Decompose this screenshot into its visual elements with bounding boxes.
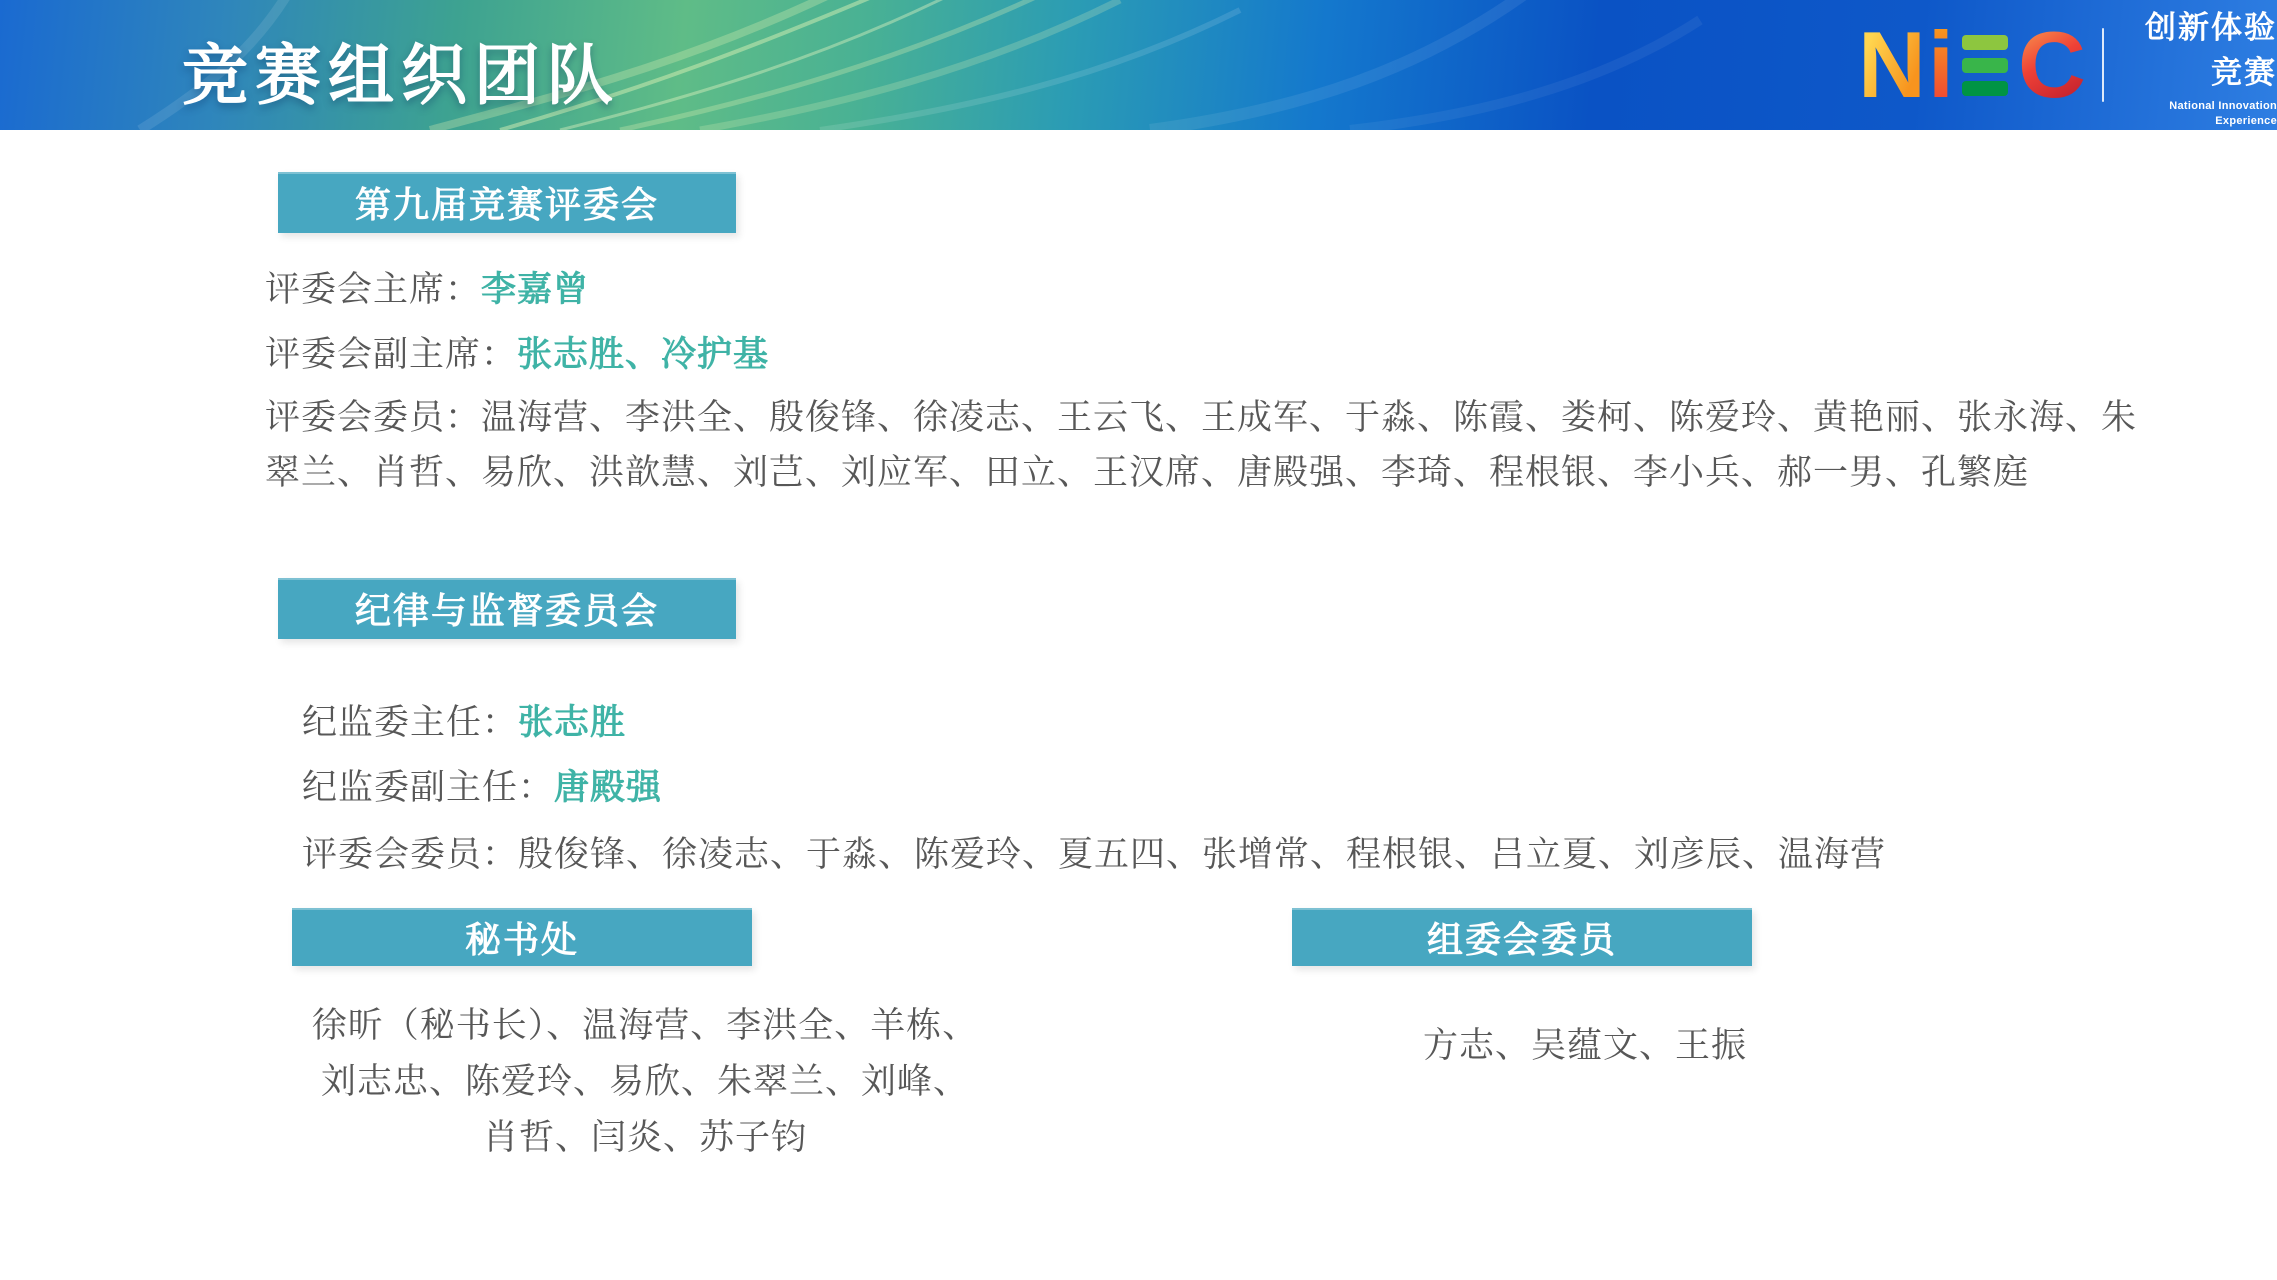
discipline-members-names: 殷俊锋、徐凌志、于淼、陈爱玲、夏五四、张增常、程根银、吕立夏、刘彦辰、温海营: [518, 835, 1887, 874]
jury-members-names: 温海营、李洪全、殷俊锋、徐凌志、王云飞、王成军、于淼、陈霞、娄柯、陈爱玲、黄艳丽、张永海、朱翠兰、肖哲、易欣、洪歆慧、刘芑、刘应军、田立、王汉席、唐殿强、李琦、程根银、李小兵、郝一男、孔繁庭: [265, 398, 2138, 492]
discipline-members-label: 评委会委员：: [302, 835, 519, 874]
secretariat-members: [228, 998, 1062, 1166]
logo-divider: [2102, 28, 2104, 102]
nec-logo: [1858, 0, 2277, 158]
logo-en-line2: Competition For College Students: [2142, 130, 2277, 158]
logo-en-line1: National Innovation Experience: [2169, 99, 2277, 128]
section-heading-organizing: 组委会委员: [1292, 908, 1752, 966]
secretariat-members-line2: 刘志忠、陈爱玲、易欣、朱翠兰、刘峰、: [320, 1062, 969, 1101]
jury-chair-label: 评委会主席：: [265, 270, 482, 309]
discipline-director-label: 纪监委主任：: [302, 703, 519, 742]
section-heading-secretariat: 秘书处: [292, 908, 752, 966]
section-heading-discipline: 纪律与监督委员会: [278, 578, 736, 639]
discipline-vice-director-row: [302, 760, 662, 810]
jury-vice-chair-row: [265, 327, 769, 377]
discipline-vice-director-label: 纪监委副主任：: [302, 768, 555, 807]
discipline-director-names: 张志胜: [518, 703, 627, 742]
logo-cn-large: 创新体验竞赛: [2145, 9, 2277, 90]
logo-e-bar-middle: [1962, 58, 2008, 73]
section-heading-jury: 第九届竞赛评委会: [278, 172, 736, 233]
logo-text-block: [2122, 0, 2277, 160]
logo-letter-n: N: [1858, 12, 1926, 117]
logo-e-bar-bottom: [1962, 81, 2008, 96]
jury-members-paragraph: [265, 390, 2150, 500]
jury-members-label: 评委会委员：: [265, 398, 482, 437]
jury-chair-names: 李嘉曾: [481, 270, 590, 309]
secretariat-members-line3: 肖哲、闫炎、苏子钧: [482, 1118, 807, 1157]
discipline-director-row: [302, 695, 626, 745]
header-banner: [0, 0, 2277, 158]
organizing-members: 方志、吴蕴文、王振: [1422, 1026, 1747, 1065]
secretariat-members-line1: 徐昕（秘书长）、温海营、李洪全、羊栋、: [311, 1006, 979, 1045]
logo-letter-i: i: [1927, 12, 1955, 117]
jury-vice-chair-names: 张志胜、冷护基: [517, 335, 770, 374]
logo-letter-e-icon: [1962, 35, 2008, 96]
logo-letter-c: C: [2018, 12, 2086, 117]
discipline-vice-director-names: 唐殿强: [554, 768, 663, 807]
discipline-members-paragraph: [302, 827, 2122, 882]
logo-e-bar-top: [1962, 35, 2008, 50]
jury-vice-chair-label: 评委会副主席：: [265, 335, 518, 374]
jury-chair-row: [265, 262, 589, 312]
nec-logo-letters: [1858, 12, 2086, 117]
page-title: 竞赛组织团队: [182, 38, 620, 112]
